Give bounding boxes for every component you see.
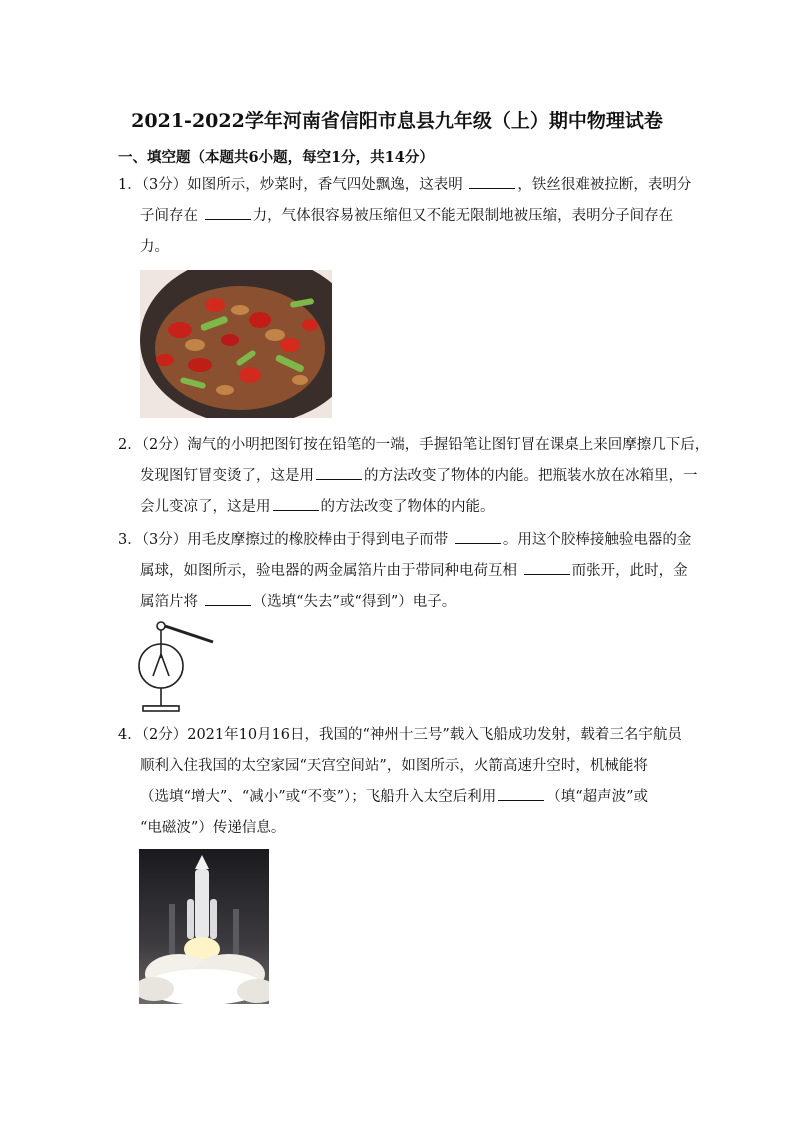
question-text: （选填“失去”或“得到”）电子。 xyxy=(252,594,457,610)
question-text: “电磁波”）传递信息。 xyxy=(140,820,286,836)
answer-blank[interactable] xyxy=(498,786,544,801)
answer-blank[interactable] xyxy=(273,496,319,511)
answer-blank[interactable] xyxy=(205,591,251,606)
question-text: 如图所示，炒菜时，香气四处飘逸，这表明 xyxy=(187,177,463,193)
question-text: 发现图钉冒变烫了，这是用 xyxy=(140,468,314,484)
question-text: 的方法改变了物体的内能。把瓶装水放在冰箱里，一 xyxy=(364,468,698,484)
stir-fry-photo xyxy=(140,270,332,418)
question-text: （填“超声波”或 xyxy=(546,789,649,805)
question-text: 属球，如图所示，验电器的两金属箔片由于带同种电荷互相 xyxy=(140,563,517,579)
question-text: 2021年10月16日，我国的“神州十三号”载入飞船成功发射，载着三名宇航员 xyxy=(187,727,682,743)
question-text: 淘气的小明把图钉按在铅笔的一端，手握铅笔让图钉冒在课桌上来回摩擦几下后， xyxy=(187,437,710,453)
question-text: 子间存在 xyxy=(140,208,198,224)
question-points: （2分） xyxy=(141,727,188,743)
question-points: （2分） xyxy=(141,437,188,453)
question-2 xyxy=(118,430,710,523)
question-4 xyxy=(118,720,682,844)
question-text: 。用这个胶棒接触验电器的金 xyxy=(502,532,692,548)
answer-blank[interactable] xyxy=(455,529,501,544)
page-title: 2021-2022学年河南省信阳市息县九年级（上）期中物理试卷 xyxy=(131,110,663,132)
question-text: 的方法改变了物体的内能。 xyxy=(320,499,495,515)
answer-blank[interactable] xyxy=(524,560,570,575)
question-text: 会儿变凉了，这是用 xyxy=(140,499,271,515)
question-text: 而张开，此时，金 xyxy=(571,563,688,579)
question-text: 顺利入住我国的太空家园“天宫空间站”，如图所示，火箭高速升空时，机械能将 xyxy=(140,758,648,774)
answer-blank[interactable] xyxy=(469,174,515,189)
question-number: 1． xyxy=(118,177,142,193)
rocket-launch-photo xyxy=(139,849,269,1004)
question-text: 属箔片将 xyxy=(140,594,198,610)
question-text: ，铁丝很难被拉断，表明分 xyxy=(517,177,692,193)
question-text: （选填“增大”、“减小”或“不变”）；飞船升入太空后利用 xyxy=(140,789,497,805)
question-number: 2． xyxy=(118,437,142,453)
question-points: （3分） xyxy=(141,177,188,193)
electroscope-diagram xyxy=(135,618,225,718)
answer-blank[interactable] xyxy=(205,205,251,220)
question-number: 4． xyxy=(118,727,142,743)
question-1 xyxy=(118,170,692,263)
question-text: 用毛皮摩擦过的橡胶棒由于得到电子而带 xyxy=(187,532,449,548)
question-text: 力，气体很容易被压缩但又不能无限制地被压缩，表明分子间存在 xyxy=(252,208,674,224)
section-heading: 一、填空题（本题共6小题，每空1分，共14分） xyxy=(118,149,434,166)
answer-blank[interactable] xyxy=(316,465,362,480)
question-text: 力。 xyxy=(140,239,169,255)
question-points: （3分） xyxy=(141,532,188,548)
question-3 xyxy=(118,525,692,618)
question-number: 3． xyxy=(118,532,142,548)
